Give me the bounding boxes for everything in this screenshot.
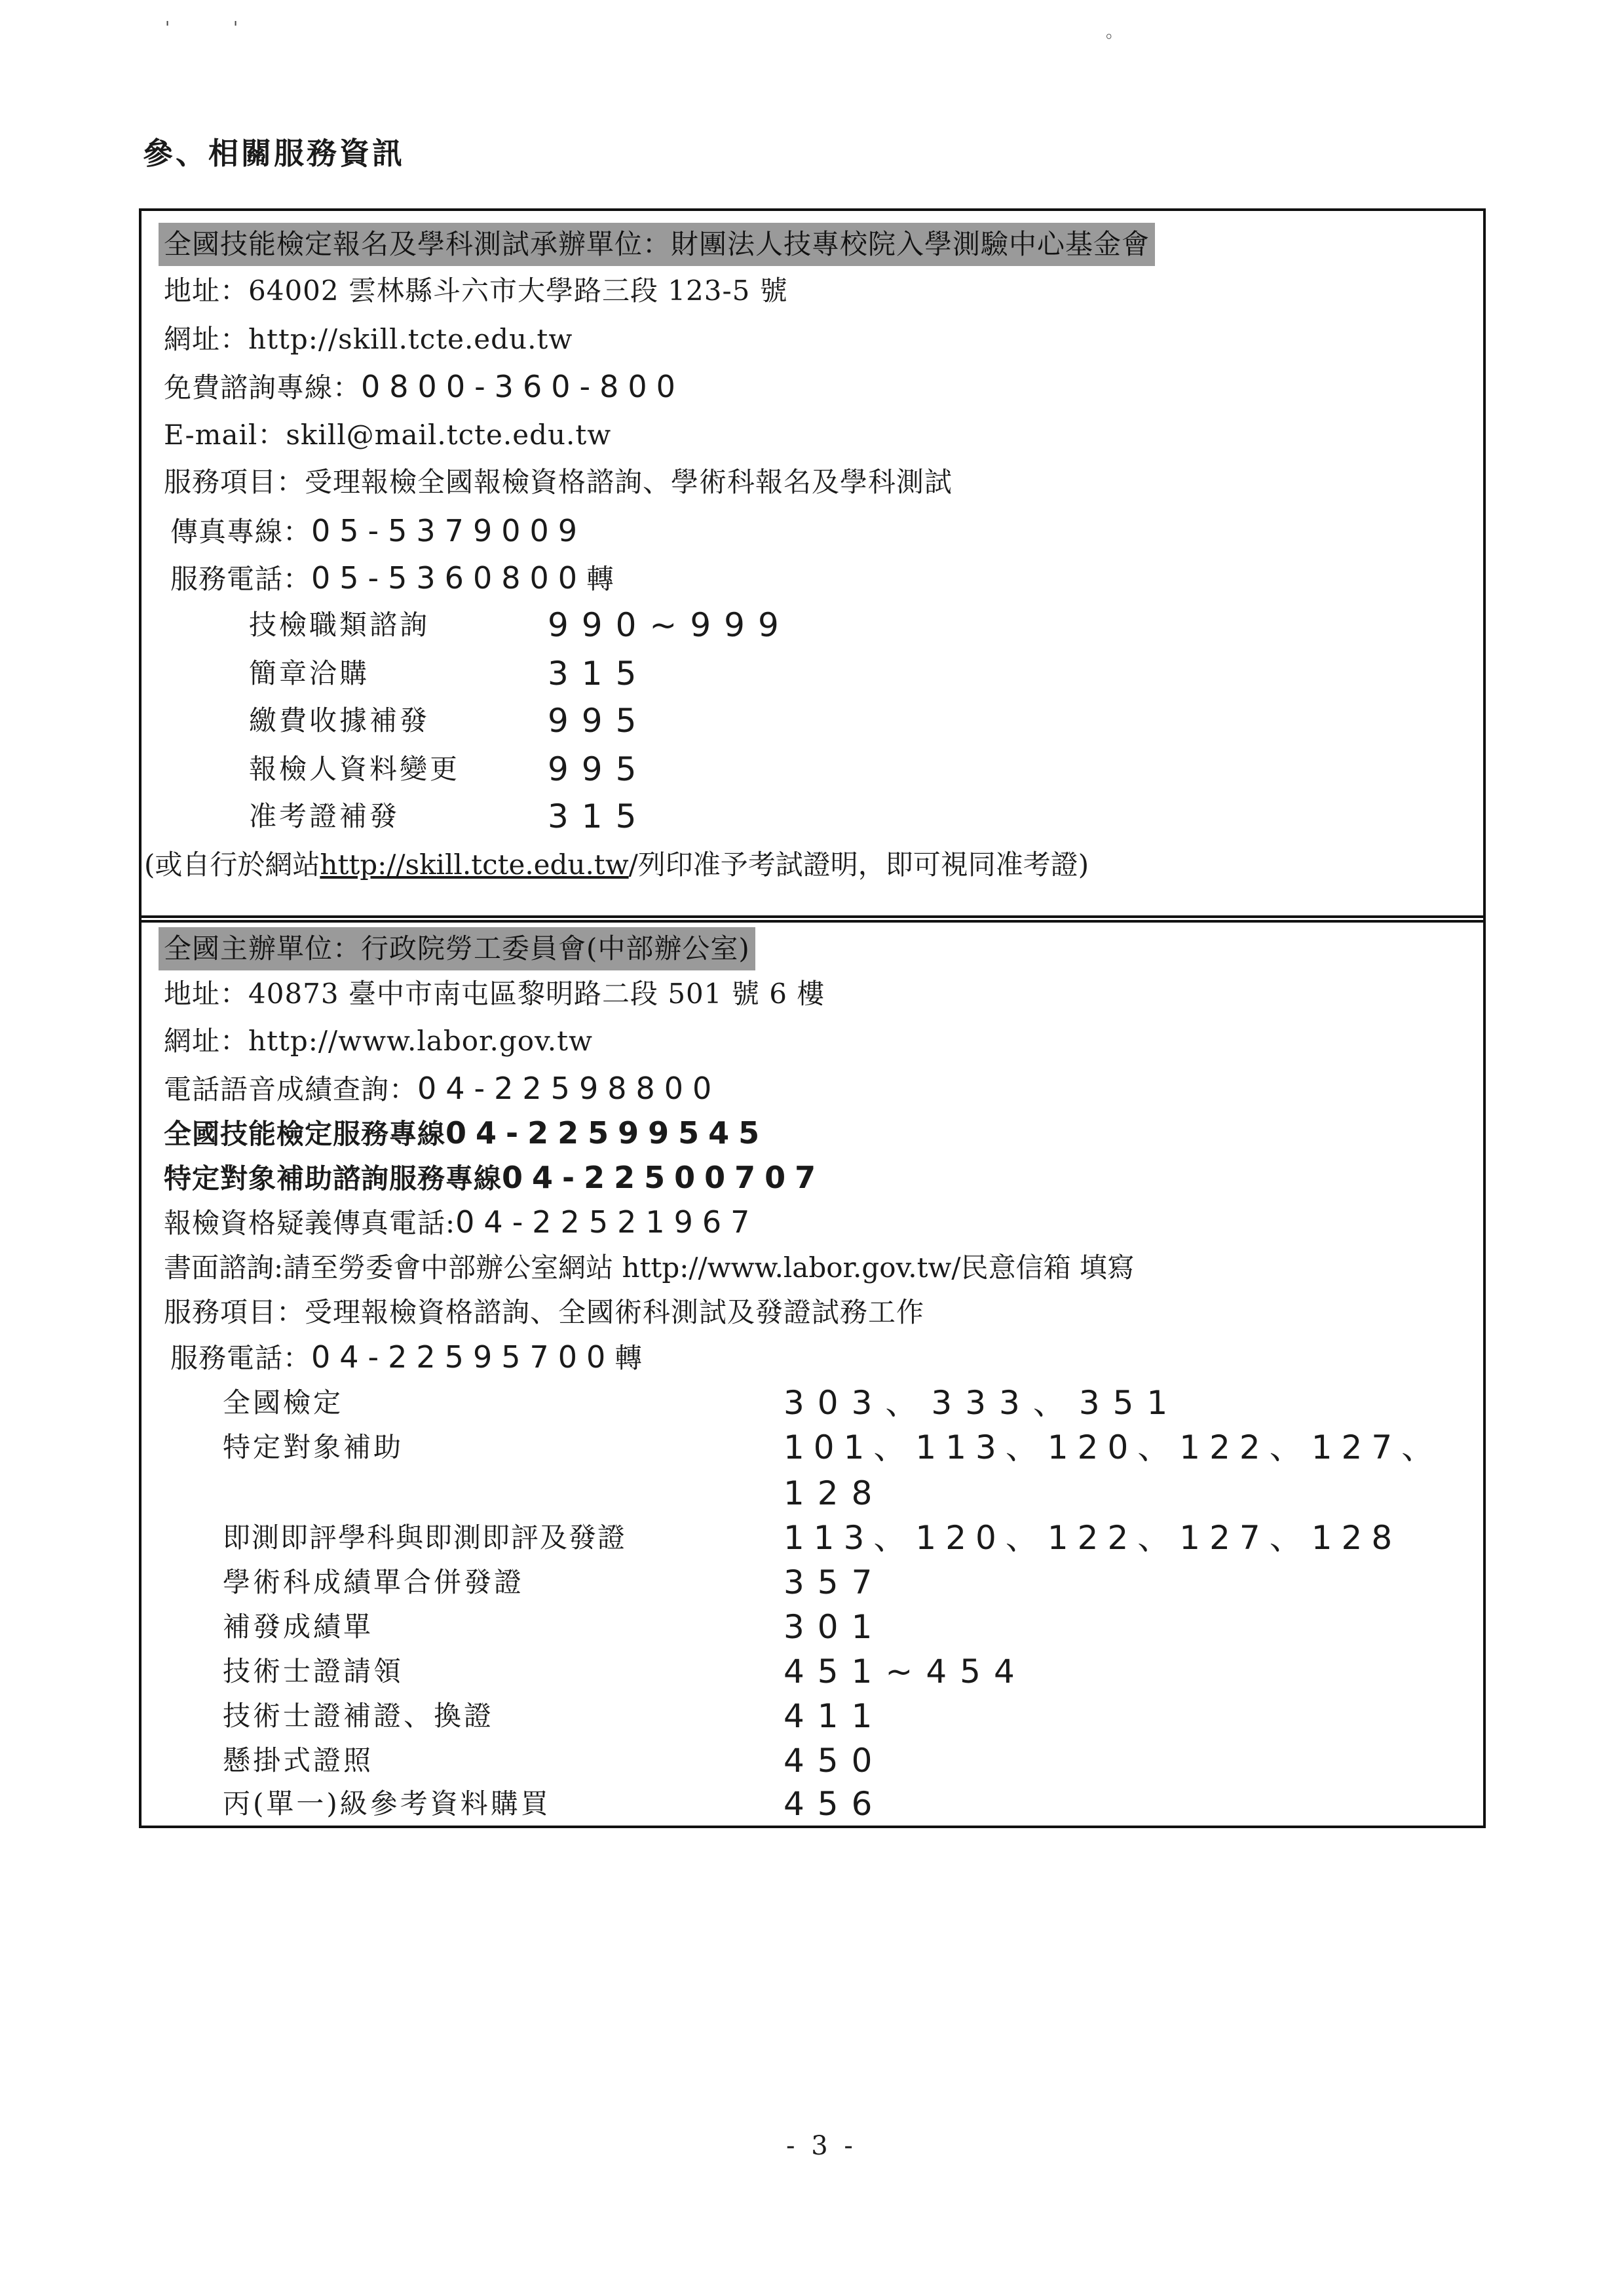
subsidy-label: 特定對象補助諮詢服務專線 [164, 1162, 502, 1195]
extension-value: 357 [784, 1563, 886, 1601]
fax-label: 報檢資格疑義傳真電話: [164, 1207, 456, 1239]
fax-value: 04-22521967 [455, 1204, 759, 1240]
hotline-line [164, 366, 685, 409]
written-line [164, 1247, 1135, 1289]
address-line [164, 270, 788, 312]
website-link[interactable]: http://www.labor.gov.tw [248, 1025, 593, 1057]
section-title: 參、相關服務資訊 [143, 136, 405, 171]
fax-line [164, 1201, 759, 1244]
phone-suffix: 轉 [614, 1342, 643, 1374]
phone-line [170, 1336, 643, 1379]
website-link[interactable]: http://skill.tcte.edu.tw [248, 323, 573, 355]
website-label: 網址： [164, 323, 249, 355]
note-line [144, 844, 1089, 886]
phone-label: 服務電話： [170, 563, 312, 595]
extension-label: 技術士證請領 [223, 1655, 404, 1687]
address-value: 40873 臺中市南屯區黎明路二段 501 號 6 樓 [248, 978, 825, 1010]
address-value: 64002 雲林縣斗六市大學路三段 123-5 號 [248, 275, 788, 307]
service-label: 服務項目： [164, 466, 305, 498]
extension-label: 報檢人資料變更 [249, 753, 461, 785]
score-label: 電話語音成績查詢： [164, 1073, 418, 1105]
extension-label: 簡章洽購 [249, 657, 370, 689]
extension-value: 303、333、351 [784, 1384, 1181, 1422]
extension-value: 315 [548, 655, 650, 693]
extension-value: 456 [784, 1785, 886, 1823]
phone-line [170, 557, 614, 600]
extension-label: 即測即評學科與即測即評及發證 [223, 1521, 627, 1554]
scan-mark: ' [233, 18, 238, 38]
email-link[interactable]: skill@mail.tcte.edu.tw [286, 419, 612, 451]
service-value: 受理報檢全國報檢資格諮詢、學術科報名及學科測試 [305, 466, 953, 498]
skill-phone: 04-22599545 [445, 1115, 769, 1151]
box-header: 全國技能檢定報名及學科測試承辦單位：財團法人技專校院入學測驗中心基金會 [159, 223, 1155, 266]
hotline-value: 0800-360-800 [361, 369, 685, 404]
extension-label: 懸掛式證照 [223, 1744, 374, 1776]
phone-suffix: 轉 [586, 563, 615, 595]
extension-value: 995 [548, 750, 650, 788]
extension-label: 特定對象補助 [223, 1431, 404, 1463]
address-line [164, 973, 825, 1015]
extension-value: 101、113、120、122、127、 [784, 1428, 1444, 1466]
extension-value: 995 [548, 702, 650, 740]
subsidy-phone: 04-22500707 [502, 1160, 825, 1195]
website-line [164, 1020, 593, 1062]
extension-value: 128 [784, 1474, 886, 1512]
subsidy-line [164, 1157, 825, 1200]
service-line [164, 1292, 924, 1333]
website-label: 網址： [164, 1025, 249, 1057]
labor-council-box [139, 915, 1486, 1828]
extension-value: 113、120、122、127、128 [784, 1519, 1402, 1557]
extension-value: 315 [548, 797, 650, 835]
extension-value: 301 [784, 1608, 886, 1646]
written-value: 請至勞委會中部辦公室網站 http://www.labor.gov.tw/民意信箱 填寫 [283, 1252, 1135, 1284]
phone-value: 05-5360800 [311, 560, 587, 596]
extension-label: 全國檢定 [223, 1387, 344, 1419]
extension-label: 學術科成績單合併發證 [223, 1566, 525, 1598]
address-label: 地址： [164, 275, 249, 307]
email-label: E-mail： [164, 419, 286, 451]
box-header: 全國主辦單位：行政院勞工委員會(中部辦公室) [159, 927, 755, 970]
extension-label: 技術士證補證、換證 [223, 1700, 495, 1732]
hotline-label: 免費諮詢專線： [164, 372, 362, 404]
extension-value: 990~999 [548, 606, 792, 644]
extension-label: 技檢職類諮詢 [249, 609, 430, 641]
skill-line [164, 1112, 768, 1155]
extension-label: 補發成績單 [223, 1611, 374, 1643]
note-link[interactable]: http://skill.tcte.edu.tw [320, 849, 629, 881]
note-prefix: (或自行於網站 [144, 849, 320, 881]
service-value: 受理報檢資格諮詢、全國術科測試及發證試務工作 [305, 1296, 925, 1328]
website-line [164, 318, 573, 360]
score-line [164, 1067, 721, 1111]
service-label: 服務項目： [164, 1296, 305, 1328]
scan-mark: ' [165, 18, 170, 38]
extension-value: 411 [784, 1697, 886, 1735]
note-suffix: /列印准予考試證明，即可視同准考證) [628, 849, 1089, 881]
fax-value: 05-5379009 [311, 513, 587, 548]
skill-label: 全國技能檢定服務專線 [164, 1118, 446, 1150]
page-number: - 3 - [786, 2131, 857, 2161]
fax-label: 傳真專線： [170, 516, 312, 548]
extension-label: 丙(單一)級參考資料購買 [223, 1788, 551, 1820]
scan-mark: 。 [1106, 22, 1124, 42]
phone-value: 04-22595700 [311, 1339, 615, 1375]
extension-label: 繳費收據補發 [249, 704, 430, 737]
score-phone: 04-22598800 [417, 1071, 721, 1106]
extension-value: 451~454 [784, 1653, 1028, 1691]
skill-test-center-box [139, 208, 1486, 923]
extension-value: 450 [784, 1742, 886, 1780]
email-line [164, 414, 611, 456]
phone-label: 服務電話： [170, 1342, 312, 1374]
extension-label: 准考證補發 [249, 800, 400, 832]
written-label: 書面諮詢: [164, 1252, 284, 1284]
service-line [164, 461, 953, 503]
fax-line [170, 510, 586, 553]
address-label: 地址： [164, 978, 249, 1010]
